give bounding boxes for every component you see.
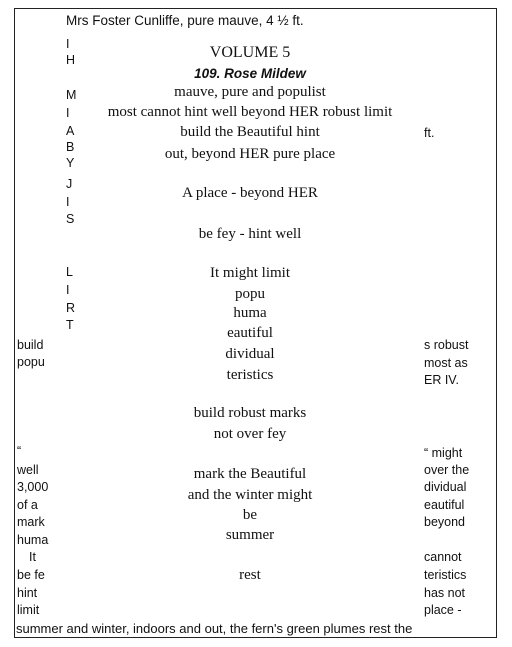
right-fragment: over the (424, 463, 470, 477)
right-fragment: dividual (424, 480, 467, 494)
vertical-letter: I (66, 37, 70, 51)
left-fragment: “ (17, 444, 22, 458)
center-line: dividual (225, 346, 275, 362)
center-line: be (242, 507, 258, 523)
center-line: mark the Beautiful (193, 466, 307, 482)
page-border (14, 8, 497, 638)
left-fragment: mark (17, 515, 45, 529)
left-fragment: limit (17, 603, 40, 617)
section-subtitle: 109. Rose Mildew (194, 66, 306, 81)
vertical-letter: R (66, 301, 76, 315)
right-fragment: place - (424, 603, 462, 617)
header-line: Mrs Foster Cunliffe, pure mauve, 4 ½ ft. (66, 13, 304, 28)
center-line: eautiful (227, 325, 273, 341)
center-line: build robust marks (193, 405, 307, 421)
center-line: rest (239, 567, 261, 583)
center-line: popu (235, 286, 265, 302)
vertical-letter: M (66, 88, 77, 102)
center-line: most cannot hint well beyond HER robust limit (107, 104, 393, 120)
center-line: and the winter might (187, 487, 313, 503)
right-fragment: “ might (424, 446, 463, 460)
center-line: not over fey (213, 426, 287, 442)
left-fragment: be fe (17, 568, 45, 582)
center-line: out, beyond HER pure place (164, 146, 336, 162)
right-fragment: ft. (424, 126, 435, 140)
vertical-letter: T (66, 318, 74, 332)
left-fragment: well (17, 463, 39, 477)
vertical-letter: I (66, 195, 70, 209)
center-line: huma (233, 305, 267, 321)
vertical-letter: Y (66, 156, 75, 170)
center-line: teristics (226, 367, 274, 383)
center-line: build the Beautiful hint (180, 124, 320, 140)
left-fragment: 3,000 (17, 480, 49, 494)
right-fragment: s robust (424, 338, 469, 352)
vertical-letter: H (66, 53, 76, 67)
right-fragment: ER IV. (424, 373, 459, 387)
left-fragment: hint (17, 586, 38, 600)
vertical-letter: L (66, 265, 73, 279)
center-line: It might limit (209, 265, 290, 281)
vertical-letter: J (66, 177, 73, 191)
vertical-letter: A (66, 124, 75, 138)
left-fragment: build (17, 338, 44, 352)
right-fragment: beyond (424, 515, 466, 529)
volume-title: VOLUME 5 (209, 44, 291, 61)
center-line: be fey - hint well (198, 226, 302, 242)
right-fragment: eautiful (424, 498, 465, 512)
left-fragment: huma (17, 533, 49, 547)
right-fragment: teristics (424, 568, 467, 582)
right-fragment: cannot (424, 550, 462, 564)
vertical-letter: I (66, 283, 70, 297)
center-line: summer (225, 527, 275, 543)
left-fragment: of a (17, 498, 38, 512)
vertical-letter: I (66, 106, 70, 120)
left-fragment: It (29, 550, 36, 564)
left-fragment: popu (17, 355, 45, 369)
right-fragment: most as (424, 356, 468, 370)
bottom-line: summer and winter, indoors and out, the fern's green plumes rest the (16, 621, 413, 636)
center-line: A place - beyond HER (182, 185, 318, 201)
center-line: mauve, pure and populist (174, 84, 326, 100)
vertical-letter: B (66, 140, 75, 154)
right-fragment: has not (424, 586, 466, 600)
vertical-letter: S (66, 212, 75, 226)
